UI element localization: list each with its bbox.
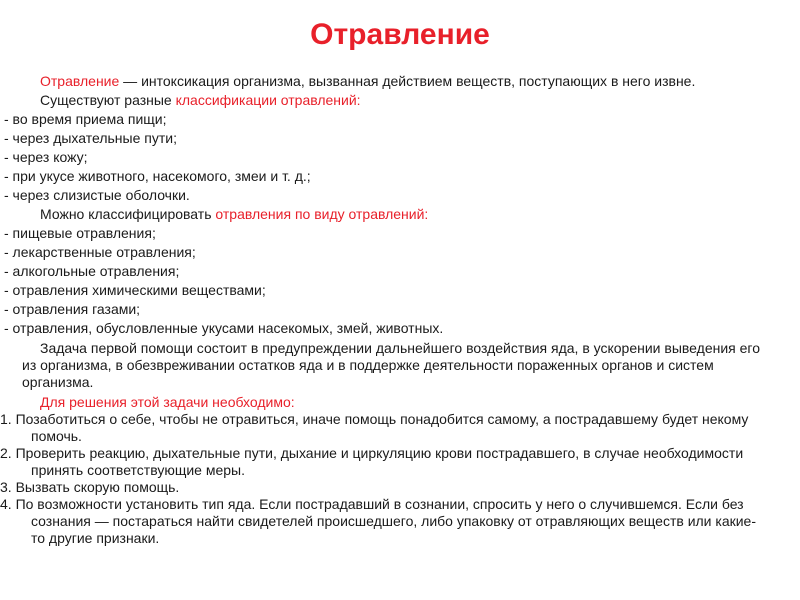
list-item: - пищевые отравления; <box>4 225 156 241</box>
list-item: - через дыхательные пути; <box>4 130 177 146</box>
classification-intro <box>22 92 762 109</box>
type-intro-highlight: отравления по виду отравлений: <box>215 206 429 222</box>
steps-list <box>0 411 760 547</box>
classification-intro-prefix: Существуют разные <box>40 92 176 108</box>
classification-intro-highlight: классификации отравлений: <box>175 92 361 108</box>
route-list <box>0 111 762 204</box>
list-item: - лекарственные отравления; <box>4 244 196 260</box>
list-item: - отравления, обусловленные укусами насекомых, змей, животных. <box>4 320 444 336</box>
definition-text: — интоксикация организма, вызванная действием веществ, поступающих в него извне. <box>119 73 696 89</box>
definition-term: Отравление <box>40 73 120 89</box>
list-item: - через кожу; <box>4 149 88 165</box>
step-item: 1. Позаботиться о себе, чтобы не отравиться, иначе помощь понадобится самому, а пострадавшему будет некому помочь. <box>0 411 749 444</box>
document-body <box>0 73 762 547</box>
list-item: - при укусе животного, насекомого, змеи и т. д.; <box>4 168 311 184</box>
list-item: - отравления газами; <box>4 301 141 317</box>
list-item: - во время приема пищи; <box>4 111 167 127</box>
page-title: Отравление <box>310 18 490 51</box>
definition-paragraph <box>22 73 762 90</box>
step-item: 2. Проверить реакцию, дыхательные пути, дыхание и циркуляцию крови пострадавшего, в случае необходимости принять соответствующие меры. <box>0 445 744 478</box>
type-intro-prefix: Можно классифицировать <box>40 206 216 222</box>
first-aid-task-paragraph: Задача первой помощи состоит в предупреждении дальнейшего воздействия яда, в ускорении выведения его из организма, в обезвреживании остатков яда и в поддержке деятельности пораженных органов и систем организма. <box>22 340 761 390</box>
step-item: 4. По возможности установить тип яда. Если пострадавший в сознании, спросить у него о случившемся. Если без сознания — постараться найти свидетелей происшедшего, либо упаковку от отравляющих веществ или какие-то другие признаки. <box>0 496 756 546</box>
list-item: - через слизистые оболочки. <box>4 187 190 203</box>
type-intro <box>22 206 762 223</box>
solution-heading: Для решения этой задачи необходимо: <box>40 394 295 410</box>
type-list <box>0 225 762 337</box>
list-item: - отравления химическими веществами; <box>4 282 266 298</box>
list-item: - алкогольные отравления; <box>4 263 180 279</box>
step-item: 3. Вызвать скорую помощь. <box>0 479 180 495</box>
